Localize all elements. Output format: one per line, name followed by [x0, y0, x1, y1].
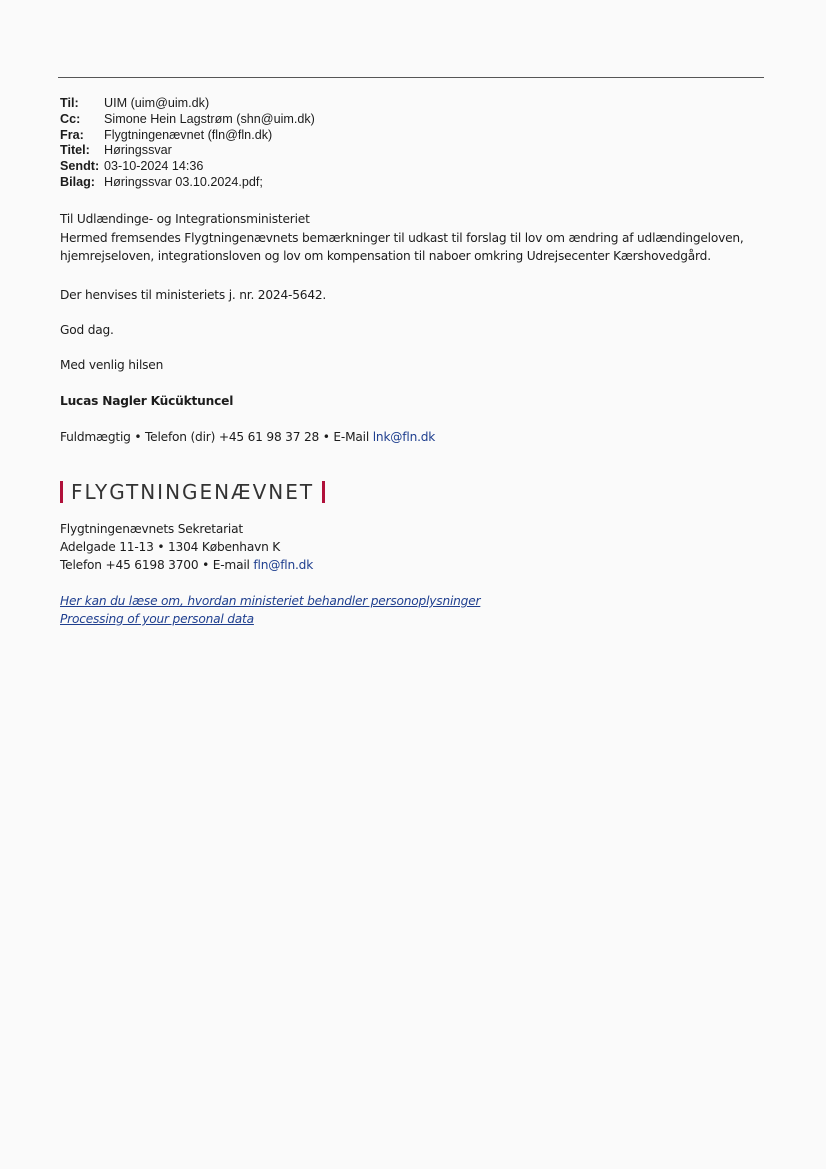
- header-key: Sendt:: [60, 159, 100, 174]
- header-row-to: [60, 96, 315, 112]
- header-value: UIM (uim@uim.dk): [104, 96, 210, 110]
- logo-text: FLYGTNINGENÆVNET: [71, 480, 315, 504]
- header-row-from: [60, 128, 315, 144]
- header-key: Titel:: [60, 143, 90, 158]
- header-value: Flygtningenævnet (fln@fln.dk): [104, 127, 273, 142]
- header-value: 03-10-2024 14:36: [104, 159, 204, 174]
- signer-details: [60, 428, 435, 446]
- header-key: Cc:: [60, 111, 81, 126]
- header-key: Fra:: [60, 127, 84, 142]
- footer-email-link[interactable]: fln@fln.dk: [253, 558, 314, 572]
- signer-details-text: Fuldmægtig • Telefon (dir) +45 61 98 37 28 • E-Mail: [60, 430, 373, 444]
- header-row-sent: [60, 159, 315, 175]
- header-value: Simone Hein Lagstrøm (shn@uim.dk): [104, 111, 315, 126]
- footer-phone-text: Telefon +45 6198 3700 • E-mail: [60, 558, 254, 572]
- header-value: Høringssvar 03.10.2024.pdf;: [104, 174, 263, 189]
- logo-bar-right: [322, 481, 325, 503]
- signer-email-link[interactable]: lnk@fln.dk: [372, 430, 436, 444]
- header-value: Høringssvar: [104, 143, 172, 158]
- header-divider: [58, 77, 764, 78]
- header-row-title: [60, 143, 315, 159]
- footer-org: Flygtningenævnets Sekretariat: [60, 522, 243, 536]
- header-key: Til:: [60, 96, 79, 110]
- header-row-attachment: [60, 175, 315, 191]
- flygtningenaevnet-logo: [60, 480, 325, 504]
- closing: Med venlig hilsen: [60, 358, 164, 372]
- footer-address: Adelgade 11-13 • 1304 København K: [60, 540, 281, 554]
- privacy-link-danish[interactable]: Her kan du læse om, hvordan ministeriet behandler personoplysninger: [60, 594, 481, 608]
- logo-bar-left: [60, 481, 63, 503]
- email-header: [60, 96, 315, 191]
- header-key: Bilag:: [60, 174, 95, 189]
- privacy-link-english[interactable]: Processing of your personal data: [60, 612, 254, 626]
- paragraph-line: hjemrejseloven, integrationsloven og lov om kompensation til naboer omkring Udrejsecenter Kærshovedgård.: [60, 249, 711, 263]
- header-row-cc: [60, 112, 315, 128]
- footer-phone: [60, 556, 313, 574]
- paragraph-line: Hermed fremsendes Flygtningenævnets bemærkninger til udkast til forslag til lov om ændring af udlændingeloven,: [60, 231, 744, 245]
- greeting: Til Udlændinge- og Integrationsministeriet: [60, 212, 310, 226]
- signer-name: Lucas Nagler Kücüktuncel: [60, 394, 234, 408]
- reference-line: Der henvises til ministeriets j. nr. 2024-5642.: [60, 288, 327, 302]
- good-day: God dag.: [60, 323, 114, 337]
